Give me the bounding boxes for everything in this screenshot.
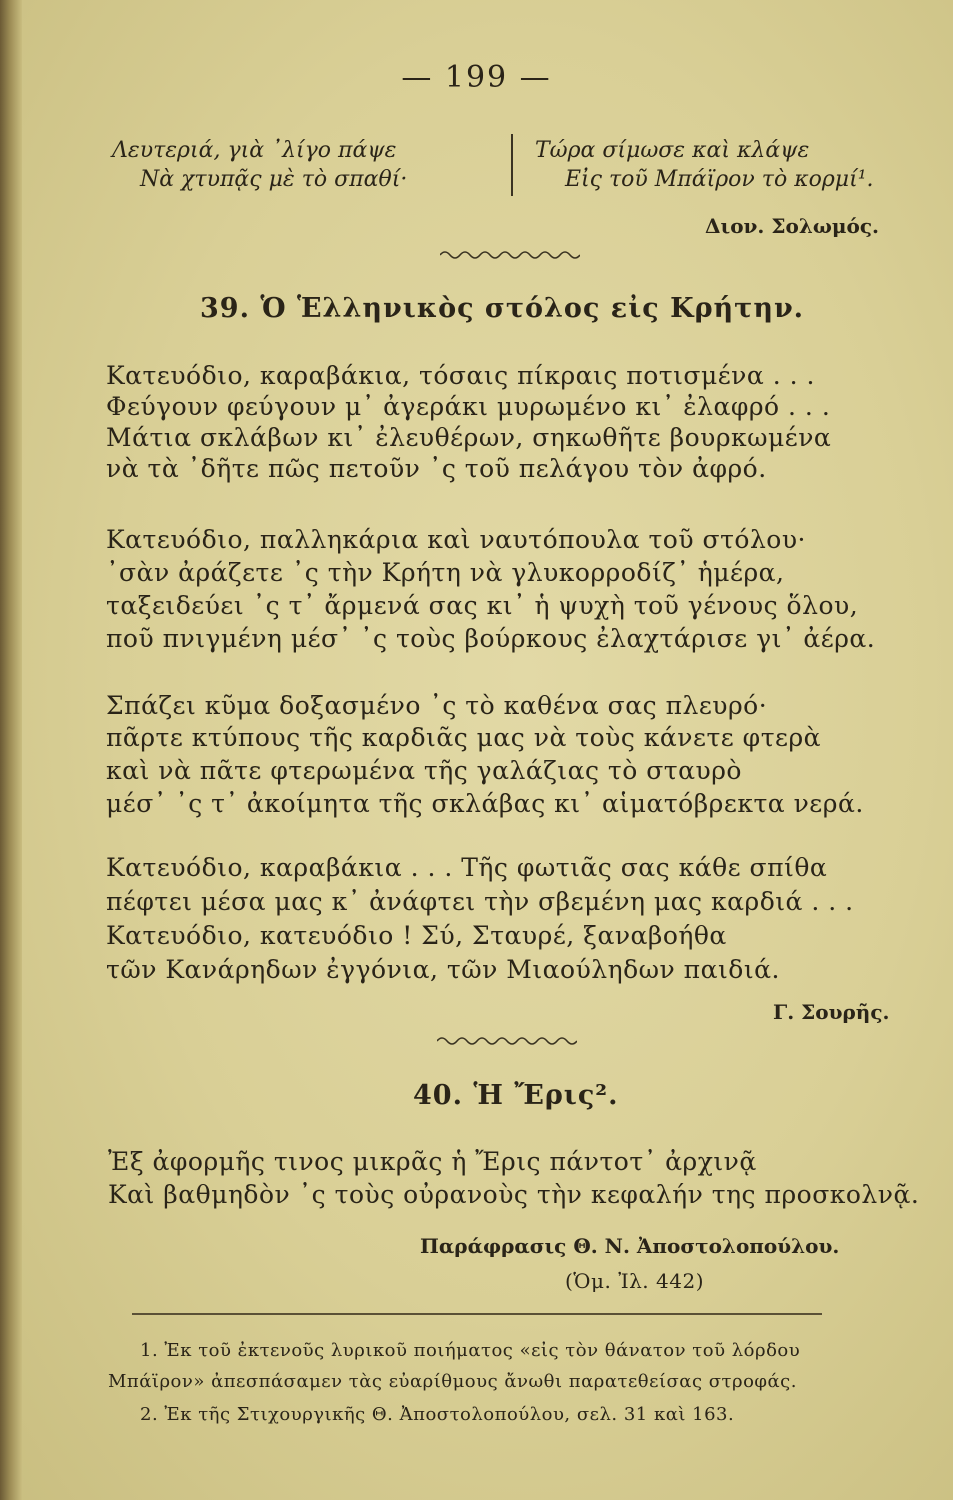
section-40-line-1: Ἐξ ἀφορμῆς τινος μικρᾶς ἡ Ἔρις πάντοτ᾽ ἀρχινᾷ xyxy=(108,1147,757,1176)
stanza-2-line-3: ταξειδεύει ᾽ς τ᾽ ἄρμενά σας κι᾽ ἡ ψυχὴ τοῦ γένους ὅλου, xyxy=(106,591,859,620)
epigraph-divider xyxy=(511,134,513,196)
stanza-3-line-2: πᾶρτε κτύπους τῆς καρδιᾶς μας νὰ τοὺς κάνετε φτερὰ xyxy=(106,723,822,752)
stanza-3-line-4: μέσ᾽ ᾽ς τ᾽ ἀκοίμητα τῆς σκλάβας κι᾽ αἱματόβρεκτα νερά. xyxy=(106,789,864,818)
stanza-1-line-1: Κατευόδιο, καραβάκια, τόσαις πίκραις ποτισμένα . . . xyxy=(106,361,815,390)
epigraph-right-line-2: Εἰς τοῦ Μπάϊρον τὸ κορμί¹. xyxy=(565,167,874,192)
stanza-4-line-3: Κατευόδιο, κατευόδιο ! Σύ, Σταυρέ, ξαναβοήθα xyxy=(106,921,727,950)
footnote-rule xyxy=(132,1313,822,1315)
wavy-separator-2 xyxy=(437,1035,577,1047)
section-40-attribution: Παράφρασις Θ. Ν. Ἀποστολοπούλου. xyxy=(420,1234,840,1258)
stanza-3-line-1: Σπάζει κῦμα δοξασμένο ᾽ς τὸ καθένα σας πλευρό· xyxy=(106,691,768,720)
page-number: — 199 — xyxy=(401,60,552,95)
epigraph-right-line-1: Τώρα σίμωσε καὶ κλάψε xyxy=(535,138,810,163)
footnote-2: 2. Ἐκ τῆς Στιχουργικῆς Θ. Ἀποστολοπούλου, σελ. 31 καὶ 163. xyxy=(140,1404,735,1425)
stanza-2-line-2: ᾽σὰν ἀράζετε ᾽ς τὴν Κρήτη νὰ γλυκορροδίζ᾽ ἡμέρα, xyxy=(106,558,785,587)
stanza-1-line-2: Φεύγουν φεύγουν μ᾽ ἀγεράκι μυρωμένο κι᾽ ἐλαφρό . . . xyxy=(106,392,831,421)
stanza-1-line-3: Μάτια σκλάβων κι᾽ ἐλευθέρων, σηκωθῆτε βουρκωμένα xyxy=(106,423,832,452)
footnote-1-line-1: 1. Ἐκ τοῦ ἐκτενοῦς λυρικοῦ ποιήματος «εἰς τὸν θάνατον τοῦ λόρδου xyxy=(140,1340,801,1361)
stanza-2-line-4: ποῦ πνιγμένη μέσ᾽ ᾽ς τοὺς βούρκους ἐλαχτάρισε γι᾽ ἀέρα. xyxy=(106,624,876,653)
wavy-separator-1 xyxy=(440,249,580,261)
section-39-title: 39. Ὁ Ἑλληνικὸς στόλος εἰς Κρήτην. xyxy=(200,293,805,324)
stanza-1-line-4: νὰ τὰ ᾽δῆτε πῶς πετοῦν ᾽ς τοῦ πελάγου τὸν ἀφρό. xyxy=(106,454,767,483)
stanza-4-line-1: Κατευόδιο, καραβάκια . . . Τῆς φωτιᾶς σας κάθε σπίθα xyxy=(106,853,828,882)
section-40-title: 40. Ἡ Ἔρις². xyxy=(413,1080,619,1111)
footnote-1-line-2: Μπάϊρον» ἀπεσπάσαμεν τὰς εὐαρίθμους ἄνωθι παρατεθείσας στροφάς. xyxy=(108,1371,797,1392)
epigraph-left-line-1: Λευτεριά, γιὰ ᾽λίγο πάψε xyxy=(112,138,397,163)
section-39-attribution: Γ. Σουρῆς. xyxy=(773,1000,890,1024)
book-spine-shadow xyxy=(0,0,22,1500)
stanza-4-line-2: πέφτει μέσα μας κ᾽ ἀνάφτει τὴν σβεμένη μας καρδιά . . . xyxy=(106,887,854,916)
stanza-4-line-4: τῶν Κανάρηδων ἐγγόνια, τῶν Μιαούληδων παιδιά. xyxy=(106,955,780,984)
epigraph-attribution: Διον. Σολωμός. xyxy=(705,214,880,238)
section-40-line-2: Καὶ βαθμηδὸν ᾽ς τοὺς οὐρανοὺς τὴν κεφαλήν της προσκολνᾷ. xyxy=(108,1180,920,1209)
stanza-3-line-3: καὶ νὰ πᾶτε φτερωμένα τῆς γαλάζιας τὸ σταυρὸ xyxy=(106,756,742,785)
section-40-reference: (Ὁμ. Ἰλ. 442) xyxy=(565,1269,704,1293)
epigraph-left-line-2: Νὰ χτυπᾷς μὲ τὸ σπαθί· xyxy=(140,167,408,192)
stanza-2-line-1: Κατευόδιο, παλληκάρια καὶ ναυτόπουλα τοῦ στόλου· xyxy=(106,525,806,554)
